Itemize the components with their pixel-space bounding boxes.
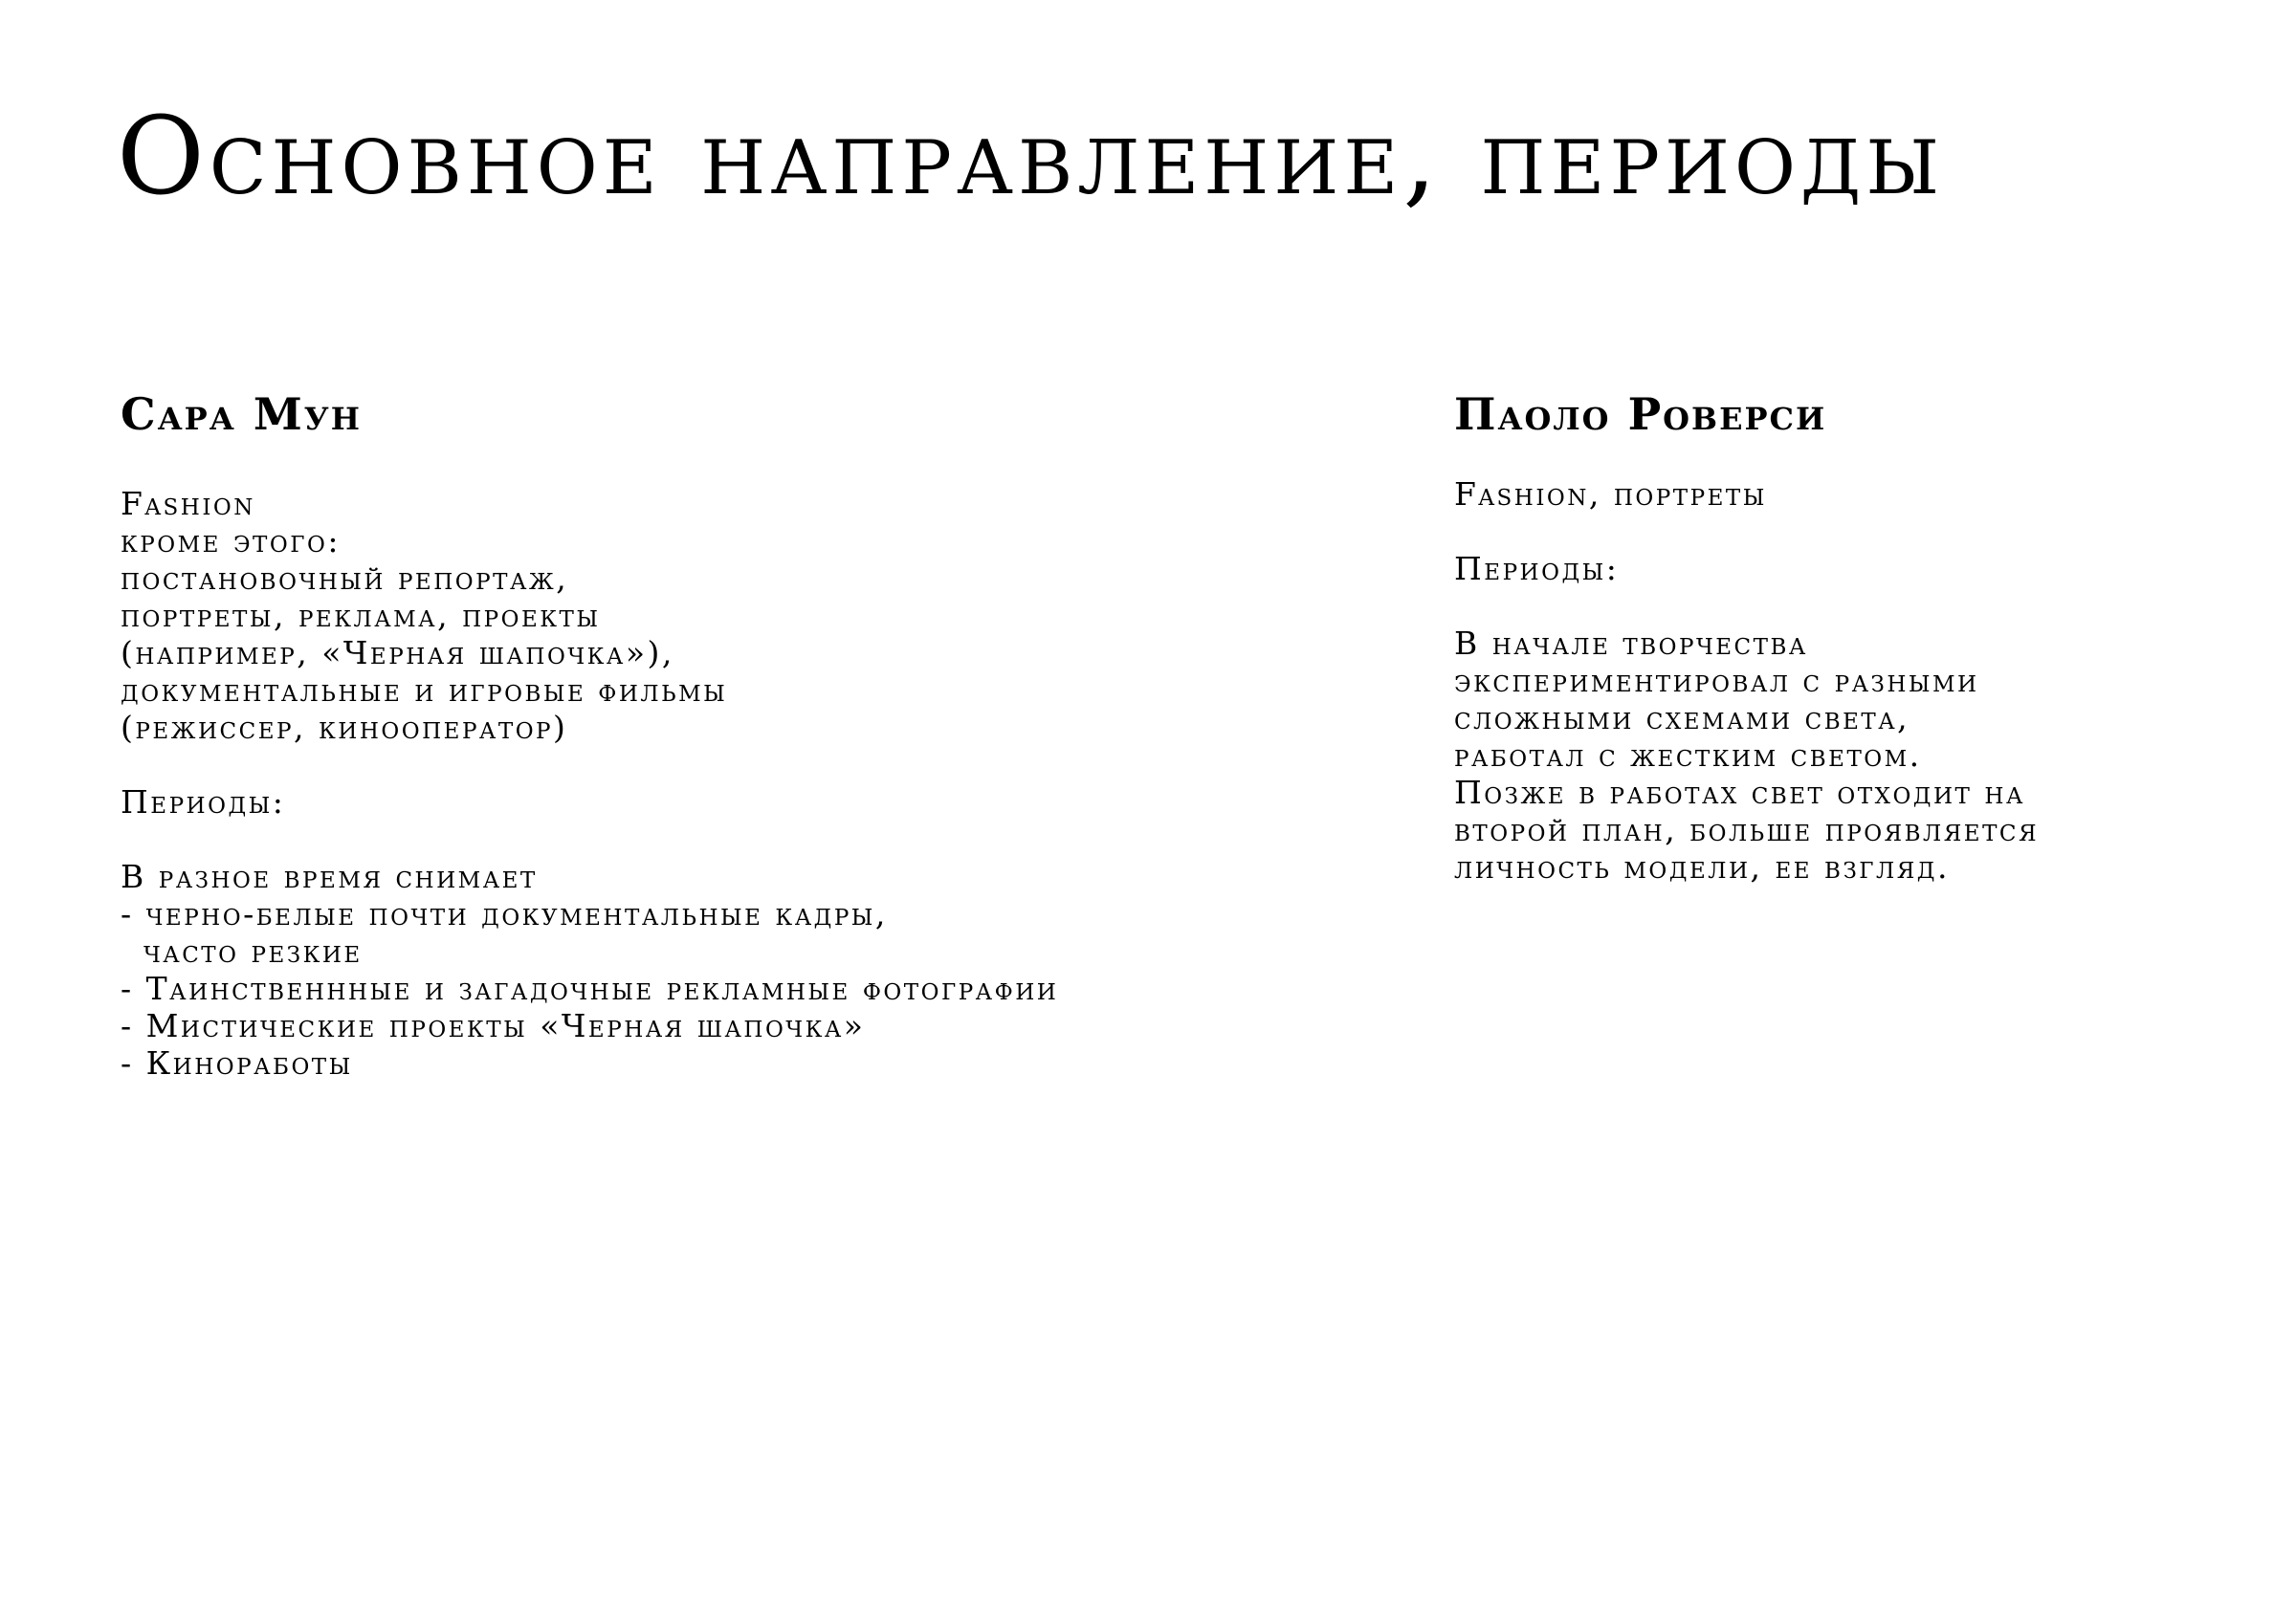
period-line: работал с жестким светом. xyxy=(1454,735,1922,774)
genre-line: документальные и игровые фильмы xyxy=(121,670,728,709)
person-name-paolo-roversi: Паоло Роверси xyxy=(1454,388,1827,440)
period-line: - Киноработы xyxy=(121,1043,353,1082)
genres-block: Fashion, портреты xyxy=(1454,474,1767,513)
period-line: - черно-белые почти документальные кадры, xyxy=(121,894,888,932)
periods-label: Периоды: xyxy=(121,782,286,821)
period-line: - Таинственнные и загадочные рекламные фотографии xyxy=(121,969,1059,1007)
period-line: В разное время снимает xyxy=(121,857,538,895)
periods-block xyxy=(1454,625,2239,886)
sarah-moon-column xyxy=(121,390,1364,1082)
person-name-sarah-moon: Сара Мун xyxy=(121,388,362,440)
period-line: личность модели, ее взгляд. xyxy=(1454,847,1950,886)
genre-line: портреты, реклама, проекты xyxy=(121,596,601,634)
genre-line: (режиссер, кинооператор) xyxy=(121,708,568,746)
paolo-roversi-column xyxy=(1454,390,2239,886)
period-line: второй план, больше проявляется xyxy=(1454,810,2040,848)
page-title: Основное направление, периоды xyxy=(117,95,1945,219)
genre-line: Fashion xyxy=(121,484,255,522)
genre-line: (например, «Черная шапочка»), xyxy=(121,633,674,671)
period-line: экспериментировал с разными xyxy=(1454,661,1979,699)
period-line: сложными схемами света, xyxy=(1454,698,1910,736)
period-line: - Мистические проекты «Черная шапочка» xyxy=(121,1006,866,1044)
periods-label: Периоды: xyxy=(1454,549,1620,587)
genres-block xyxy=(121,485,1364,746)
periods-block xyxy=(121,858,1364,1082)
genre-line: постановочный репортаж, xyxy=(121,559,569,597)
period-line: Позже в работах свет отходит на xyxy=(1454,773,2025,811)
genre-line: кроме этого: xyxy=(121,521,341,559)
period-line: часто резкие xyxy=(144,932,363,970)
period-line: В начале творчества xyxy=(1454,624,1808,662)
